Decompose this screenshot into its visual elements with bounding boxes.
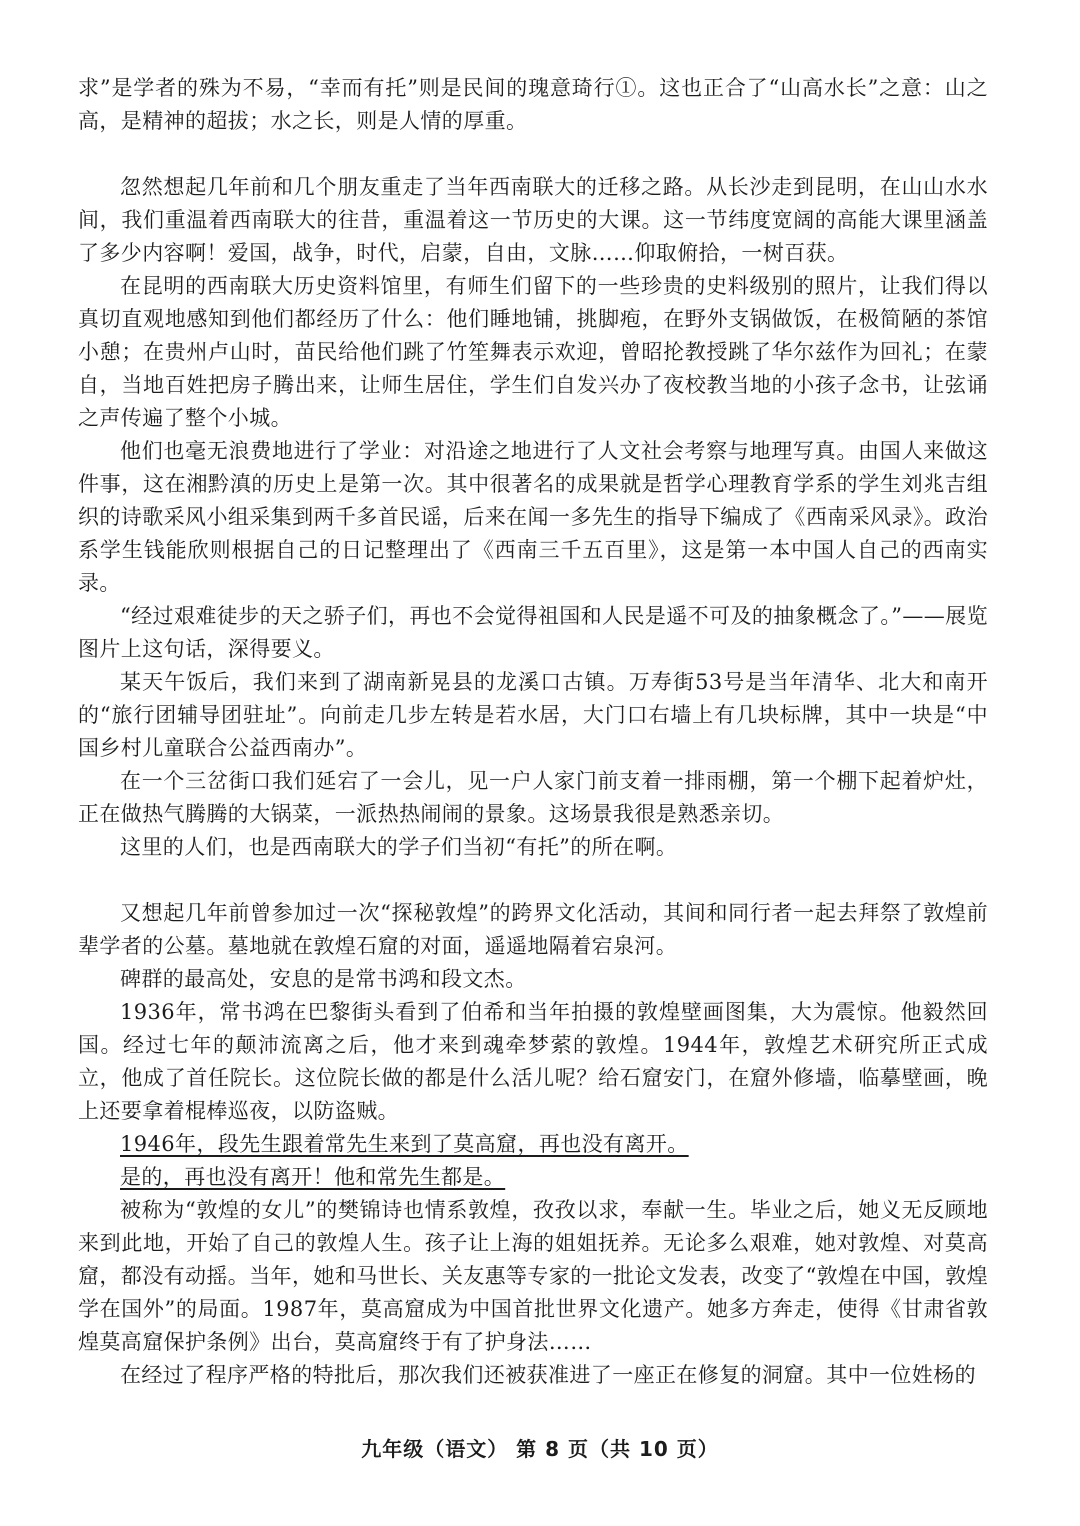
paragraph-3: 在昆明的西南联大历史资料馆里，有师生们留下的一些珍贵的史料级别的照片，让我们得以真切直观地感知到他们都经历了什么：他们睡地铺，挑脚疱，在野外支锅做饭，在极简陋的茶馆小憩；在贵州卢山时，苗民给他们跳了竹笙舞表示欢迎，曾昭抡教授跳了华尔兹作为回礼；在蒙自，当地百姓把房子腾出来，让师生居住，学生们自发兴办了夜校教当地的小孩子念书，让弦诵之声传遍了整个小城。 [78, 274, 988, 430]
paragraph-15: 在经过了程序严格的特批后，那次我们还被获准进了一座正在修复的洞窟。其中一位姓杨的 [120, 1363, 976, 1387]
underlined-sentence-1 [78, 1128, 988, 1161]
section-gap [78, 864, 988, 897]
paragraph-8: 这里的人们，也是西南联大的学子们当初“有托”的所在啊。 [120, 835, 678, 859]
exam-page-body [78, 72, 988, 1392]
paragraph-6: 某天午饭后，我们来到了湖南新晃县的龙溪口古镇。万寿街53号是当年清华、北大和南开的“旅行团辅导团驻址”。向前走几步左转是若水居，大门口右墙上有几块标牌，其中一块是“中国乡村儿童联合公益西南办”。 [78, 670, 988, 760]
section-gap [78, 138, 988, 171]
paragraph-11: 1936年，常书鸿在巴黎街头看到了伯希和当年拍摄的敦煌壁画图集，大为震惊。他毅然回国。经过七年的颠沛流离之后，他才来到魂牵梦萦的敦煌。1944年，敦煌艺术研究所正式成立，他成了首任院长。这位院长做的都是什么活儿呢？给石窟安门，在窟外修墙，临摹壁画，晚上还要拿着棍棒巡夜，以防盗贼。 [78, 1000, 988, 1123]
page-footer: 九年级（语文） 第 8 页（共 10 页） [361, 1437, 719, 1461]
paragraph-9: 又想起几年前曾参加过一次“探秘敦煌”的跨界文化活动，其间和同行者一起去拜祭了敦煌前辈学者的公墓。墓地就在敦煌石窟的对面，遥遥地隔着宕泉河。 [78, 901, 988, 958]
underlined-text: 是的，再也没有离开！他和常先生都是。 [120, 1165, 506, 1189]
paragraph-4: 他们也毫无浪费地进行了学业：对沿途之地进行了人文社会考察与地理写真。由国人来做这件事，这在湘黔滇的历史上是第一次。其中很著名的成果就是哲学心理教育学系的学生刘兆吉组织的诗歌采风小组采集到两千多首民谣，后来在闻一多先生的指导下编成了《西南采风录》。政治系学生钱能欣则根据自己的日记整理出了《西南三千五百里》，这是第一本中国人自己的西南实录。 [78, 439, 988, 595]
underlined-text: 1946年，段先生跟着常先生来到了莫高窟，再也没有离开。 [120, 1132, 689, 1156]
paragraph-10: 碑群的最高处，安息的是常书鸿和段文杰。 [120, 967, 527, 991]
paragraph-14: 被称为“敦煌的女儿”的樊锦诗也情系敦煌，孜孜以求，奉献一生。毕业之后，她义无反顾地来到此地，开始了自己的敦煌人生。孩子让上海的姐姐抚养。无论多么艰难，她对敦煌、对莫高窟，都没有动摇。当年，她和马世长、关友惠等专家的一批论文发表，改变了“敦煌在中国，敦煌学在国外”的局面。1987年，莫高窟成为中国首批世界文化遗产。她多方奔走，使得《甘肃省敦煌莫高窟保护条例》出台，莫高窟终于有了护身法…… [78, 1198, 988, 1354]
paragraph-2: 忽然想起几年前和几个朋友重走了当年西南联大的迁移之路。从长沙走到昆明，在山山水水间，我们重温着西南联大的往昔，重温着这一节历史的大课。这一节纬度宽阔的高能大课里涵盖了多少内容啊！爱国，战争，时代，启蒙，自由，文脉……仰取俯拾，一树百获。 [78, 175, 988, 265]
paragraph-5: “经过艰难徒步的天之骄子们，再也不会觉得祖国和人民是遥不可及的抽象概念了。”——展览图片上这句话，深得要义。 [78, 604, 988, 661]
paragraph-7: 在一个三岔街口我们延宕了一会儿，见一户人家门前支着一排雨棚，第一个棚下起着炉灶，正在做热气腾腾的大锅菜，一派热热闹闹的景象。这场景我很是熟悉亲切。 [78, 769, 988, 826]
underlined-sentence-2 [78, 1161, 988, 1194]
paragraph-1: 求”是学者的殊为不易，“幸而有托”则是民间的瑰意琦行①。这也正合了“山高水长”之意：山之高，是精神的超拔；水之长，则是人情的厚重。 [78, 76, 988, 133]
